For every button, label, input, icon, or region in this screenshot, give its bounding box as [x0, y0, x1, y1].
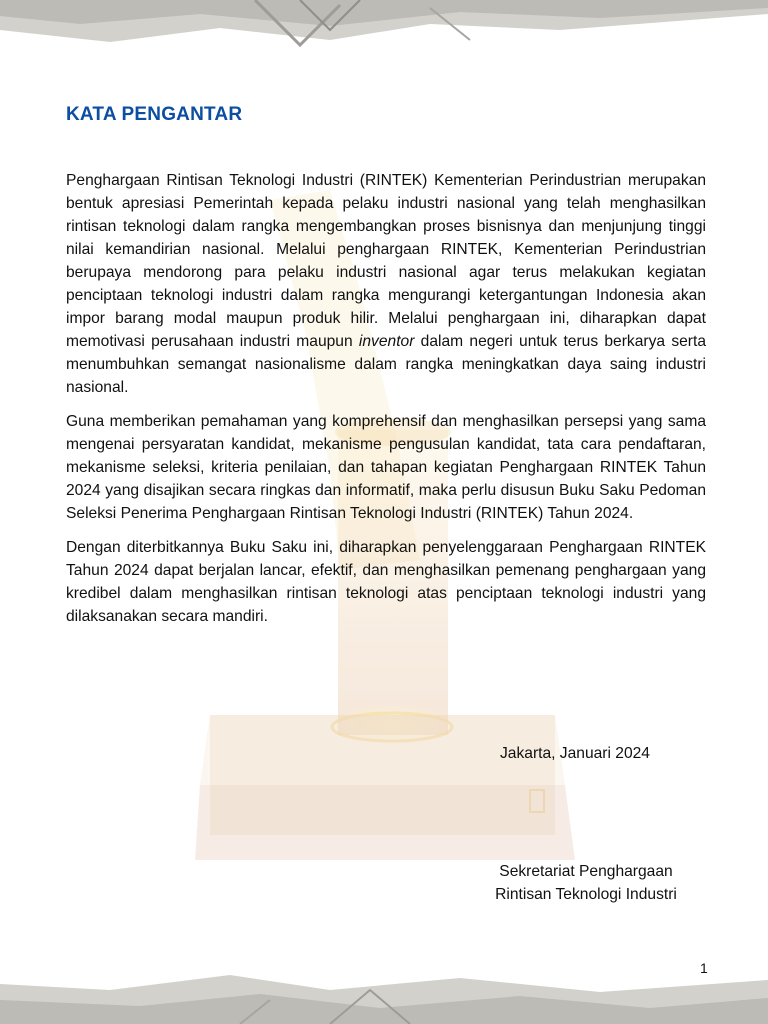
paragraph-1-italic-term: inventor [358, 333, 415, 350]
paragraph-1 [66, 169, 706, 399]
paragraph-2: Guna memberikan pemahaman yang komprehensif dan menghasilkan persepsi yang sama mengenai persyaratan kandidat, mekanisme pengusulan kandidat, tata cara pendaftaran, mekanisme seleksi, kriteria penilaian, dan tahapan kegiatan Penghargaan RINTEK Tahun 2024 yang disajikan secara ringkas dan informatif, maka perlu disusun Buku Saku Pedoman Seleksi Penerima Penghargaan Rintisan Teknologi Industri (RINTEK) Tahun 2024. [66, 413, 706, 522]
paragraph-1-text-b: dalam negeri untuk terus berkarya serta menumbuhkan semangat nasionalisme dalam rangka meningkatkan daya saing industri nasional. [66, 333, 706, 396]
body-text [66, 169, 706, 639]
signature-line-2: Rintisan Teknologi Industri [495, 886, 677, 903]
page-number: 1 [700, 960, 708, 976]
signature-line-1: Sekretariat Penghargaan [499, 863, 673, 880]
place-date: Jakarta, Januari 2024 [500, 745, 650, 762]
paragraph-1-text-a: Penghargaan Rintisan Teknologi Industri (RINTEK) Kementerian Perindustrian merupakan bentuk apresiasi Pemerintah kepada pelaku industri nasional yang telah menghasilkan rintisan teknologi dalam rangka mengembangkan proses bisnisnya dan menjunjung tinggi nilai kemandirian nasional. Melalui penghargaan RINTEK, Kementerian Perindustrian berupaya mendorong para pelaku industri nasional agar terus melakukan kegiatan penciptaan teknologi industri dalam rangka mengurangi ketergantungan Indonesia akan impor barang modal maupun produk hilir. Melalui penghargaan ini, diharapkan dapat memotivasi perusahaan industri maupun [66, 172, 706, 350]
paragraph-3: Dengan diterbitkannya Buku Saku ini, diharapkan penyelenggaraan Penghargaan RINTEK Tahun 2024 dapat berjalan lancar, efektif, dan menghasilkan pemenang penghargaan yang kredibel dalam menghasilkan rintisan teknologi atas penciptaan teknologi industri yang dilaksanakan secara mandiri. [66, 539, 706, 625]
page-title: KATA PENGANTAR [66, 104, 243, 125]
signature-block [470, 860, 702, 906]
